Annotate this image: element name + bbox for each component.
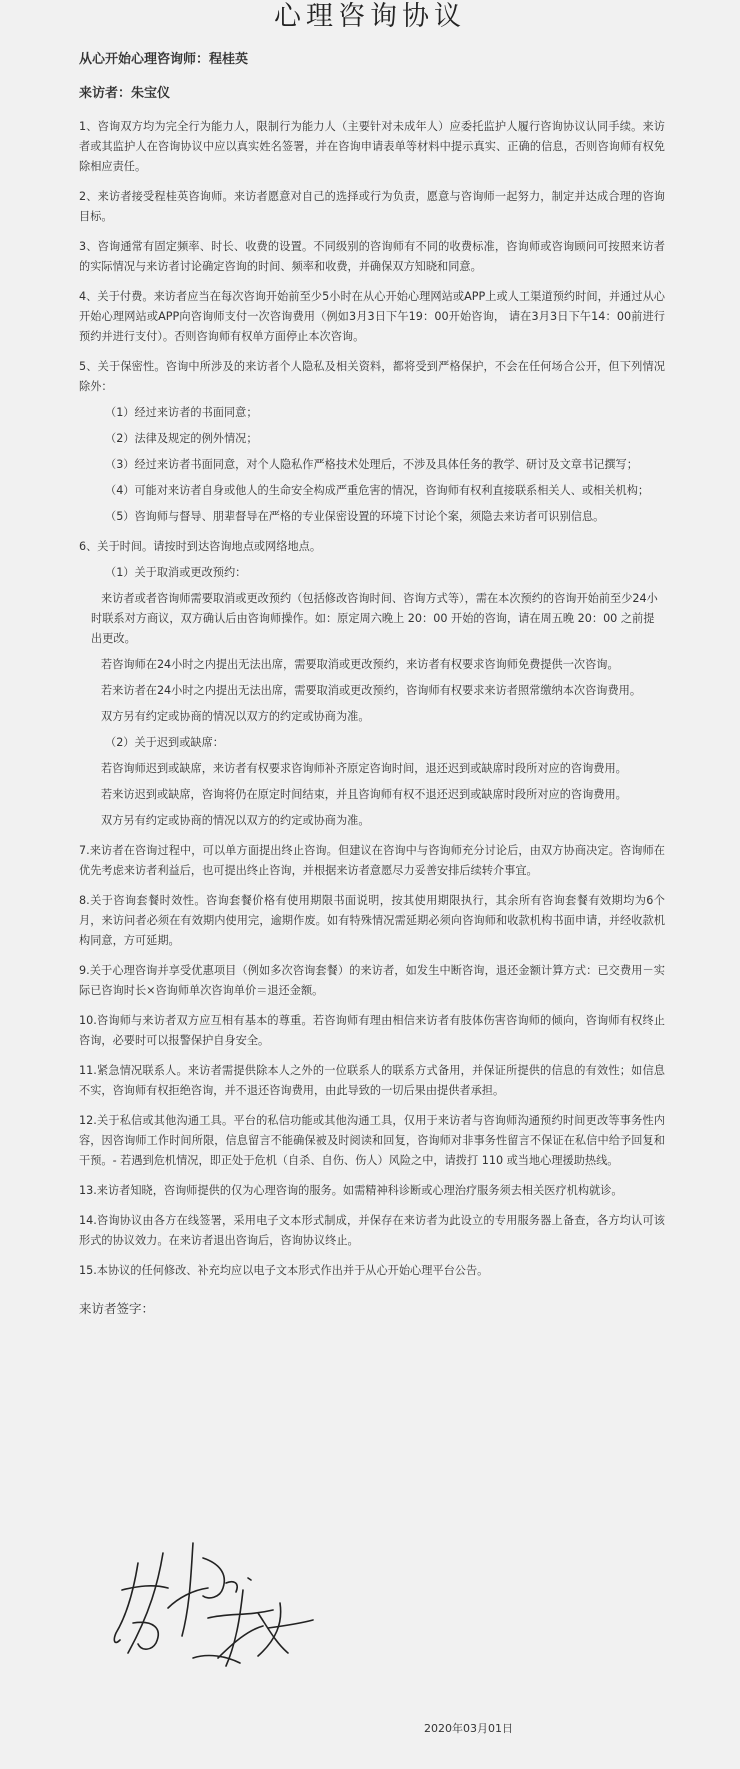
clause-5-item-1: （1）经过来访者的书面同意； xyxy=(105,406,258,419)
clause-6: 6、关于时间。请按时到达咨询地点或网络地点。 xyxy=(79,540,322,553)
clause-14: 14.咨询协议由各方在线签署，采用电子文本形式制成，并保存在来访者为此设立的专用服务器上备查，各方均认可该形式的协议效力。在来访者退出咨询后，咨询协议终止。 xyxy=(79,1214,665,1247)
clause-6-sub-2-para-2: 若来访迟到或缺席，咨询将仍在原定时间结束，并且咨询师有权不退还迟到或缺席时段所对应的咨询费用。 xyxy=(101,788,627,801)
clause-2: 2、来访者接受程桂英咨询师。来访者愿意对自己的选择或行为负责，愿意与咨询师一起努力，制定并达成合理的咨询目标。 xyxy=(79,190,665,223)
clause-7: 7.来访者在咨询过程中，可以单方面提出终止咨询。但建议在咨询中与咨询师充分讨论后，由双方协商决定。咨询师在优先考虑来访者利益后，也可提出终止咨询，并根据来访者意愿尽力妥善安排后续转介事宜。 xyxy=(79,844,665,877)
clause-3: 3、咨询通常有固定频率、时长、收费的设置。不同级别的咨询师有不同的收费标准，咨询师或咨询顾问可按照来访者的实际情况与来访者讨论确定咨询的时间、频率和收费，并确保双方知晓和同意。 xyxy=(79,240,665,273)
clause-6-sub-1-para-3: 若来访者在24小时之内提出无法出席，需要取消或更改预约，咨询师有权要求来访者照常缴纳本次咨询费用。 xyxy=(101,684,642,697)
clause-5-item-5: （5）咨询师与督导、朋辈督导在严格的专业保密设置的环境下讨论个案，须隐去来访者可识别信息。 xyxy=(105,510,605,523)
counselor-line: 从心开始心理咨询师：程桂英 xyxy=(79,52,249,67)
document-title: 心理咨询协议 xyxy=(274,1,466,32)
clause-5-item-3: （3）经过来访者书面同意，对个人隐私作严格技术处理后，不涉及具体任务的教学、研讨及文章书记撰写； xyxy=(105,458,638,471)
clause-6-sub-2-para-1: 若咨询师迟到或缺席，来访者有权要求咨询师补齐原定咨询时间，退还迟到或缺席时段所对应的咨询费用。 xyxy=(101,762,627,775)
clause-8: 8.关于咨询套餐时效性。咨询套餐价格有使用期限书面说明，按其使用期限执行，其余所有咨询套餐有效期均为6个月，来访问者必须在有效期内使用完，逾期作废。如有特殊情况需延期必须向咨询师和收款机构书面申请，并经收款机构同意，方可延期。 xyxy=(79,894,665,947)
visitor-line: 来访者：朱宝仪 xyxy=(79,86,171,101)
clause-15: 15.本协议的任何修改、补充均应以电子文本形式作出并于从心开始心理平台公告。 xyxy=(79,1264,489,1277)
clause-6-sub-1-para-2: 若咨询师在24小时之内提出无法出席，需要取消或更改预约，来访者有权要求咨询师免费提供一次咨询。 xyxy=(101,658,619,671)
clause-6-sub-2-heading: （2）关于迟到或缺席： xyxy=(105,736,224,749)
clause-12: 12.关于私信或其他沟通工具。平台的私信功能或其他沟通工具，仅用于来访者与咨询师沟通预约时间更改等事务性内容，因咨询师工作时间所限，信息留言不能确保被及时阅读和回复，咨询师对非事务性留言不保证在私信中给予回复和干预。- 若遇到危机情况，即正处于危机（自杀、自伤、伤人）风险之中，请拨打 110 或当地心理援助热线。 xyxy=(79,1114,665,1167)
clause-13: 13.来访者知晓，咨询师提供的仅为心理咨询的服务。如需精神科诊断或心理治疗服务须去相关医疗机构就诊。 xyxy=(79,1184,623,1197)
handwritten-signature xyxy=(108,1528,328,1678)
clause-6-sub-1-para-4: 双方另有约定或协商的情况以双方的约定或协商为准。 xyxy=(101,710,370,723)
clause-11: 11.紧急情况联系人。来访者需提供除本人之外的一位联系人的联系方式备用，并保证所提供的信息的有效性；如信息不实，咨询师有权拒绝咨询，并不退还咨询费用，由此导致的一切后果由提供者承担。 xyxy=(79,1064,665,1097)
clause-6-sub-2-para-3: 双方另有约定或协商的情况以双方的约定或协商为准。 xyxy=(101,814,370,827)
clause-1: 1、咨询双方均为完全行为能力人，限制行为能力人（主要针对未成年人）应委托监护人履行咨询协议认同手续。来访者或其监护人在咨询协议中应以真实姓名签署，并在咨询申请表单等材料中提示真实、正确的信息，否则咨询师有权免除相应责任。 xyxy=(79,120,665,173)
agreement-body xyxy=(79,50,665,1319)
clause-4: 4、关于付费。来访者应当在每次咨询开始前至少5小时在从心开始心理网站或APP上或人工渠道预约时间，并通过从心开始心理网站或APP向咨询师支付一次咨询费用（例如3月3日下午19：00开始咨询， 请在3月3日下午14：00前进行预约并进行支付）。否则咨询师有权单方面停止本次咨询。 xyxy=(79,290,665,343)
clause-5-item-4: （4）可能对来访者自身或他人的生命安全构成严重危害的情况，咨询师有权利直接联系相关人、或相关机构； xyxy=(105,484,650,497)
clause-9: 9.关于心理咨询并享受优惠项目（例如多次咨询套餐）的来访者，如发生中断咨询，退还金额计算方式：已交费用－实际已咨询时长×咨询师单次咨询单价＝退还金额。 xyxy=(79,964,665,997)
clause-6-sub-1-heading: （1）关于取消或更改预约： xyxy=(105,566,247,579)
signature-date: 2020年03月01日 xyxy=(424,1722,513,1735)
clause-5: 5、关于保密性。咨询中所涉及的来访者个人隐私及相关资料，都将受到严格保护，不会在任何场合公开，但下列情况除外： xyxy=(79,360,665,393)
clause-10: 10.咨询师与来访者双方应互相有基本的尊重。若咨询师有理由相信来访者有肢体伤害咨询师的倾向，咨询师有权终止咨询，必要时可以报警保护自身安全。 xyxy=(79,1014,665,1047)
signature-label: 来访者签字： xyxy=(79,1301,155,1316)
clause-5-item-2: （2）法律及规定的例外情况； xyxy=(105,432,258,445)
clause-6-sub-1-para-1: 来访者或者咨询师需要取消或更改预约（包括修改咨询时间、咨询方式等），需在本次预约的咨询开始前至少24小时联系对方商议，双方确认后由咨询师操作。如：原定周六晚上 20：00 开始的咨询，请在周五晚 20：00 之前提出更改。 xyxy=(91,592,658,645)
